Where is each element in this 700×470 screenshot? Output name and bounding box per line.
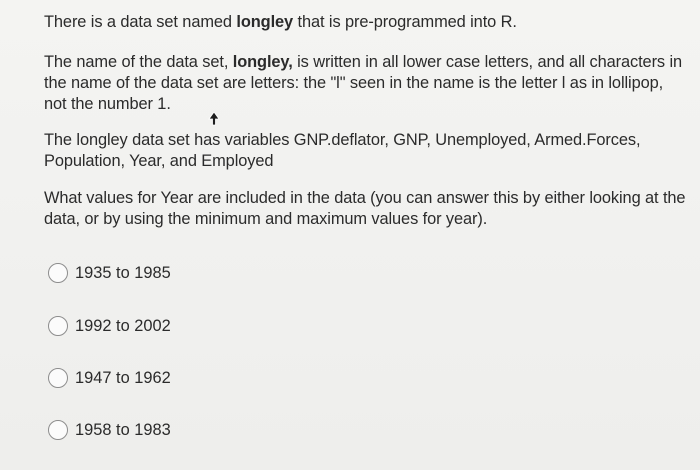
note-text-after: is written in all lower case letters, and all characters in the name of the data set are letters: the "l" seen in the name is the letter l as in lollipop, not the number 1. bbox=[44, 53, 683, 113]
intro-text-after: that is pre-programmed into R. bbox=[293, 13, 517, 31]
mouse-pointer-icon bbox=[208, 112, 220, 126]
dataset-name-note bbox=[44, 52, 684, 115]
radio-button[interactable] bbox=[48, 316, 68, 336]
answer-option-2[interactable] bbox=[48, 314, 171, 338]
radio-button[interactable] bbox=[48, 263, 68, 283]
dataset-variables-text: The longley data set has variables GNP.deflator, GNP, Unemployed, Armed.Forces, Population, Year, and Employed bbox=[44, 131, 641, 170]
dataset-name-bold: longley bbox=[236, 13, 294, 31]
question-intro bbox=[44, 12, 684, 33]
answer-option-1[interactable] bbox=[48, 261, 171, 285]
radio-button[interactable] bbox=[48, 420, 68, 440]
answer-option-4[interactable] bbox=[48, 418, 171, 442]
answer-option-label: 1947 to 1962 bbox=[75, 368, 171, 387]
note-text-before: The name of the data set, bbox=[44, 53, 233, 71]
answer-option-label: 1958 to 1983 bbox=[75, 420, 171, 439]
answer-option-label: 1935 to 1985 bbox=[75, 263, 171, 282]
radio-button[interactable] bbox=[48, 368, 68, 388]
question-prompt: What values for Year are included in the data (you can answer this by either looking at the data, or by using the minimum and maximum values for year). bbox=[44, 189, 686, 228]
intro-text-before: There is a data set named bbox=[44, 13, 237, 31]
note-dataset-name-bold: longley, bbox=[232, 53, 293, 71]
answer-option-3[interactable] bbox=[48, 366, 171, 390]
answer-option-label: 1992 to 2002 bbox=[75, 316, 171, 335]
